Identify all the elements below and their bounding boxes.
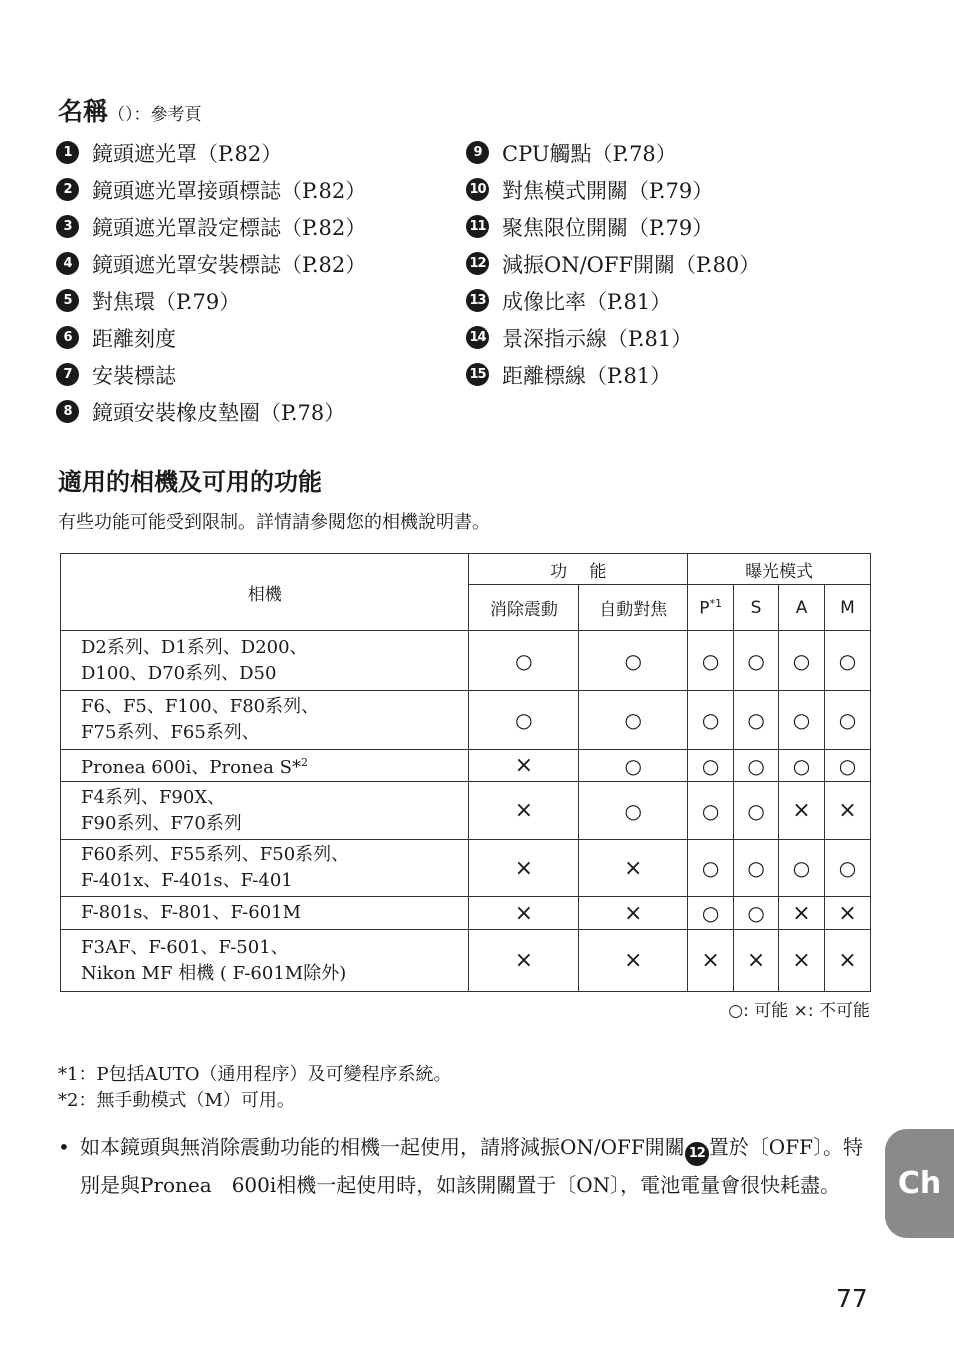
mark-cell: ○ (779, 691, 825, 750)
camera-text: F6、F5、F100、F80系列、 (81, 696, 320, 717)
part-number: 3 (56, 215, 79, 238)
mark-cell: ○ (734, 782, 779, 840)
camera-line: F-401x、F-401s、F-401 (81, 870, 293, 891)
table-row (61, 930, 871, 992)
camera-cell (61, 750, 469, 782)
part-item (466, 134, 760, 171)
camera-line: F90系列、F70系列 (81, 812, 242, 834)
compat-table (60, 553, 871, 992)
table-row (61, 750, 871, 782)
mark-cell: ○ (688, 631, 734, 691)
mark-cell: × (579, 897, 688, 930)
header-a: A (779, 585, 825, 631)
mark-cell: ○ (734, 750, 779, 782)
camera-cell (61, 782, 469, 840)
mark-cell: × (734, 930, 779, 992)
part-number: 15 (466, 363, 489, 386)
mark-cell: ○ (779, 840, 825, 897)
table-legend: ○: 可能 ×: 不可能 (728, 1001, 870, 1021)
bullet-note (58, 1128, 870, 1204)
camera-line (81, 750, 468, 781)
bullet-dot: • (58, 1135, 70, 1159)
part-label: 距離刻度 (92, 326, 176, 351)
mark-cell: ○ (825, 631, 871, 691)
camera-line (81, 694, 468, 720)
mark-cell: ○ (825, 691, 871, 750)
part-label: 減振ON/OFF開關（P.80） (502, 252, 761, 277)
part-label: 聚焦限位開關（P.79） (502, 215, 714, 240)
mark-cell: × (469, 782, 579, 840)
footnote-1: *1：P包括AUTO（通用程序）及可變程序系統。 (58, 1064, 452, 1085)
header-s: S (734, 585, 779, 631)
part-number: 9 (466, 141, 489, 164)
language-tab: Ch (885, 1129, 954, 1238)
part-number: 5 (56, 289, 79, 312)
part-label: 對焦模式開關（P.79） (502, 178, 714, 203)
names-section-title (58, 92, 202, 128)
part-item (466, 208, 760, 245)
bullet-text-part1: 如本鏡頭與無消除震動功能的相機一起使用，請將減振ON/OFF開關 (80, 1135, 685, 1159)
parts-list-right (466, 134, 760, 393)
mark-cell: ○ (825, 840, 871, 897)
camera-line: F75系列、F65系列、 (81, 722, 260, 743)
part-item (466, 282, 760, 319)
table-row (61, 782, 871, 840)
names-heading: 名稱 (58, 97, 109, 126)
part-number: 10 (466, 178, 489, 201)
names-subheading: （）：參考頁 (108, 105, 202, 125)
part-item (466, 171, 760, 208)
part-item (466, 319, 760, 356)
mark-cell: ○ (734, 897, 779, 930)
mark-cell: ○ (579, 750, 688, 782)
part-number: 6 (56, 326, 79, 349)
mark-cell: × (779, 897, 825, 930)
camera-text: F4系列、F90X、 (81, 786, 226, 808)
mark-cell: ○ (779, 750, 825, 782)
part-label: 鏡頭遮光罩接頭標誌（P.82） (92, 178, 367, 203)
part-item (56, 282, 366, 319)
part-item (466, 245, 760, 282)
part-label: 鏡頭遮光罩（P.82） (92, 141, 283, 166)
header-camera: 相機 (61, 554, 469, 631)
part-item (56, 356, 366, 393)
camera-line (81, 935, 468, 961)
mark-cell: ○ (688, 840, 734, 897)
mark-cell: ○ (688, 750, 734, 782)
mark-cell: × (469, 750, 579, 782)
mark-cell: × (579, 930, 688, 992)
camera-line (81, 785, 468, 811)
header-p-label: P (699, 598, 710, 619)
mark-cell: × (779, 782, 825, 840)
camera-cell (61, 691, 469, 750)
mark-cell: × (469, 930, 579, 992)
part-label: 鏡頭安裝橡皮墊圈（P.78） (92, 400, 346, 425)
part-item (56, 208, 366, 245)
parts-list-left (56, 134, 366, 430)
camera-cell (61, 840, 469, 897)
part-label: 對焦環（P.79） (92, 289, 241, 314)
camera-text: F-801s、F-801、F-601M (81, 902, 302, 923)
camera-line: Nikon MF 相機 ( F-601M除外) (81, 962, 347, 984)
camera-sup: 2 (300, 756, 308, 769)
ref-number-12: 12 (685, 1142, 709, 1166)
camera-cell (61, 897, 469, 930)
part-item (56, 134, 366, 171)
mark-cell: ○ (579, 691, 688, 750)
camera-text: F3AF、F-601、F-501、 (81, 936, 289, 958)
part-number: 7 (56, 363, 79, 386)
mark-cell: ○ (734, 691, 779, 750)
part-number: 1 (56, 141, 79, 164)
compat-note: 有些功能可能受到限制。詳情請參閱您的相機說明書。 (58, 512, 490, 533)
part-item (56, 319, 366, 356)
part-label: 成像比率（P.81） (502, 289, 672, 314)
mark-cell: ○ (825, 750, 871, 782)
mark-cell: ○ (469, 691, 579, 750)
table-row (61, 840, 871, 897)
bullet-text (58, 1128, 870, 1204)
part-label: 鏡頭遮光罩安裝標誌（P.82） (92, 252, 367, 277)
camera-cell (61, 930, 469, 992)
mark-cell: × (825, 930, 871, 992)
part-number: 12 (466, 252, 489, 275)
footnote-2: *2：無手動模式（M）可用。 (58, 1090, 295, 1111)
part-label: 景深指示線（P.81） (502, 326, 693, 351)
part-number: 8 (56, 400, 79, 423)
mark-cell: × (469, 840, 579, 897)
mark-cell: × (779, 930, 825, 992)
mark-cell: × (825, 782, 871, 840)
part-number: 11 (466, 215, 489, 238)
mark-cell: ○ (688, 691, 734, 750)
bullet-text-part2: 置於〔OFF〕。特別是與Pronea 600i相機一起使用時，如該開關置于〔ON〕，電池電量會很快耗盡。 (80, 1135, 863, 1197)
mark-cell: × (469, 897, 579, 930)
mark-cell: × (579, 840, 688, 897)
part-item (466, 356, 760, 393)
header-p (688, 585, 734, 631)
part-label: CPU觸點（P.78） (502, 141, 677, 166)
camera-line: D100、D70系列、D50 (81, 662, 277, 684)
part-item (56, 393, 366, 430)
mark-cell: ○ (579, 782, 688, 840)
camera-text: Pronea 600i、Pronea S* (81, 757, 301, 778)
table-row (61, 691, 871, 750)
part-number: 4 (56, 252, 79, 275)
mark-cell: ○ (734, 631, 779, 691)
table-row (61, 897, 871, 930)
part-label: 距離標線（P.81） (502, 363, 672, 388)
part-label: 安裝標誌 (92, 363, 176, 388)
mark-cell: ○ (779, 631, 825, 691)
part-number: 13 (466, 289, 489, 312)
camera-cell (61, 631, 469, 691)
part-item (56, 245, 366, 282)
page-number: 77 (836, 1284, 868, 1313)
mark-cell: ○ (579, 631, 688, 691)
part-number: 2 (56, 178, 79, 201)
camera-line (81, 635, 468, 661)
mark-cell: × (825, 897, 871, 930)
header-af: 自動對焦 (579, 585, 688, 631)
header-functions: 功 能 (469, 554, 688, 585)
camera-text: D2系列、D1系列、D200、 (81, 636, 308, 658)
mark-cell: ○ (469, 631, 579, 691)
camera-line (81, 842, 468, 868)
table-row (61, 631, 871, 691)
part-item (56, 171, 366, 208)
camera-text: F60系列、F55系列、F50系列、 (81, 844, 350, 865)
mark-cell: ○ (688, 782, 734, 840)
header-vr: 消除震動 (469, 585, 579, 631)
mark-cell: ○ (688, 897, 734, 930)
mark-cell: × (688, 930, 734, 992)
camera-line (81, 900, 468, 926)
header-exposure: 曝光模式 (688, 554, 871, 585)
part-number: 14 (466, 326, 489, 349)
header-m: M (825, 585, 871, 631)
part-label: 鏡頭遮光罩設定標誌（P.82） (92, 215, 367, 240)
header-p-sup: *1 (709, 596, 722, 610)
mark-cell: ○ (734, 840, 779, 897)
compat-section-title: 適用的相機及可用的功能 (58, 468, 322, 496)
